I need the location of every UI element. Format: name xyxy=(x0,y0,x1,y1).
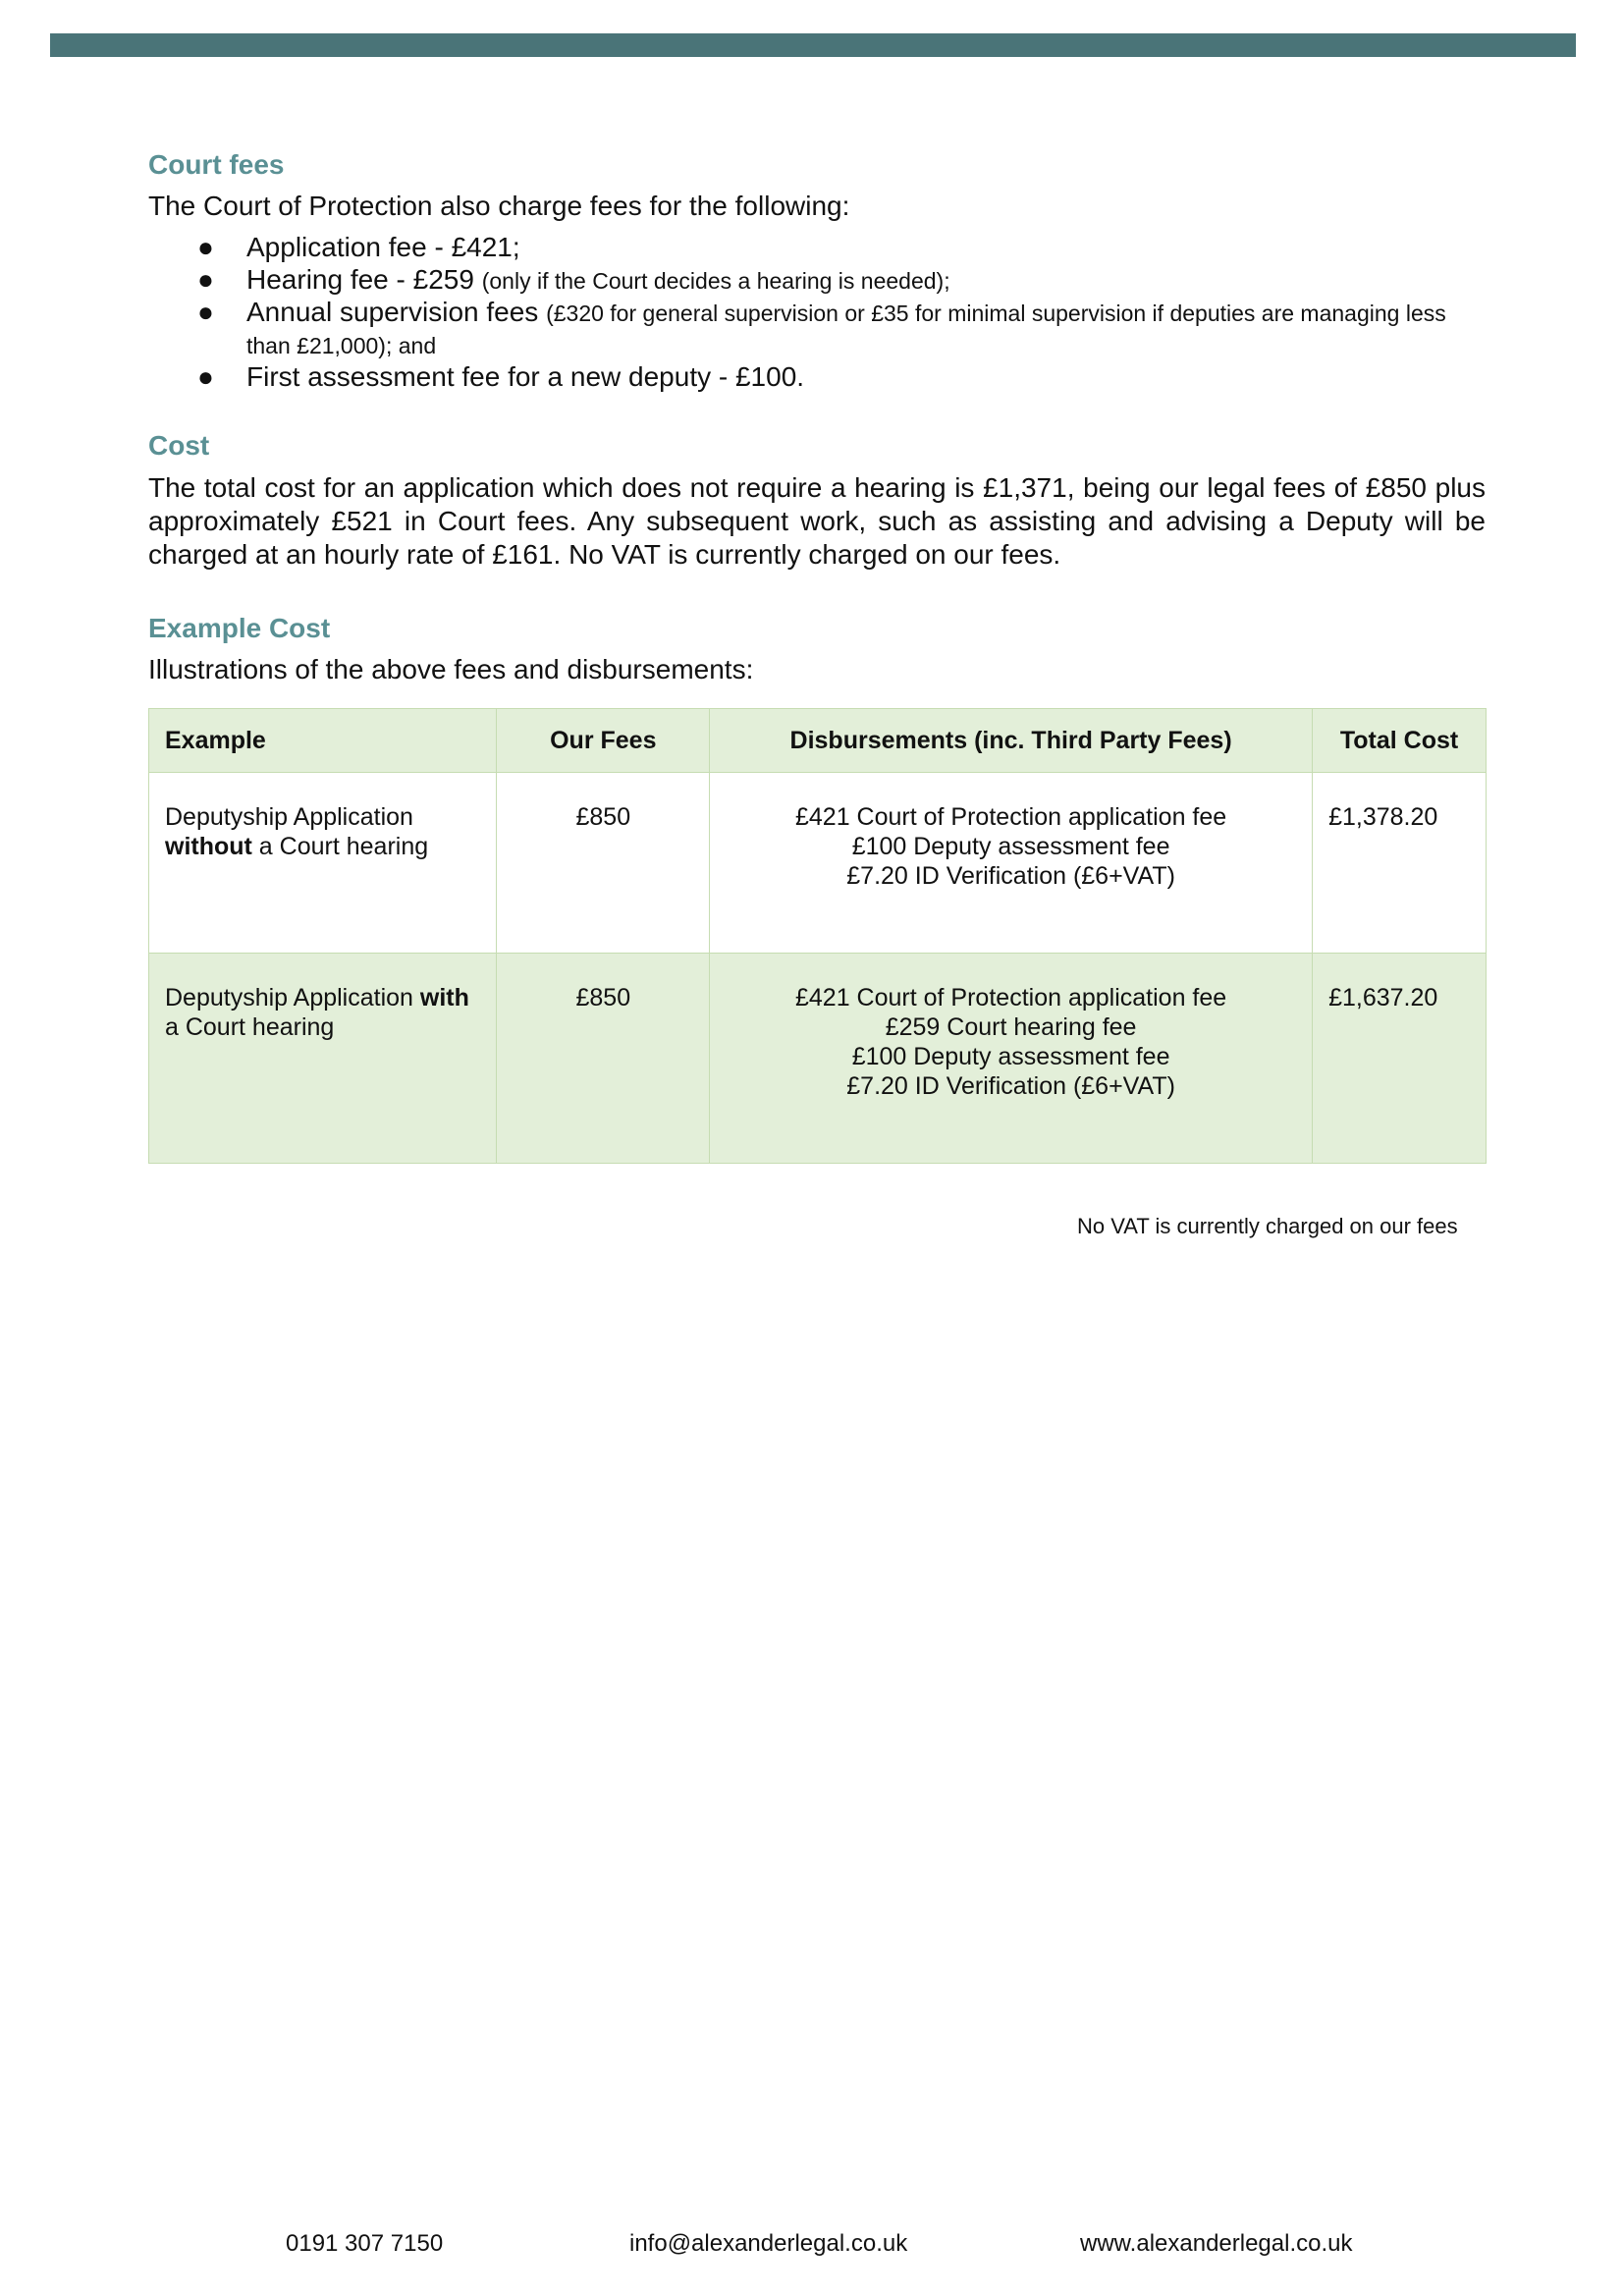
column-header-disbursements: Disbursements (inc. Third Party Fees) xyxy=(710,709,1313,773)
disbursement-line: £100 Deputy assessment fee xyxy=(851,1043,1170,1070)
fee-item-text: Application fee - £421; xyxy=(246,232,520,262)
example-cell xyxy=(149,773,497,954)
example-text: a Court hearing xyxy=(165,1013,335,1041)
footer-phone: 0191 307 7150 xyxy=(286,2230,444,2257)
cost-heading: Cost xyxy=(148,430,210,461)
document-body xyxy=(148,145,1486,1164)
fee-item-text: Annual supervision fees xyxy=(246,297,547,327)
top-banner-bar xyxy=(50,33,1576,57)
court-fees-list xyxy=(148,231,1486,393)
fee-item-text: First assessment fee for a new deputy - £100. xyxy=(246,361,805,392)
column-header-our-fees: Our Fees xyxy=(497,709,710,773)
list-item xyxy=(197,263,1486,296)
bullet-icon: ● xyxy=(197,264,214,295)
list-item xyxy=(197,296,1486,360)
example-text: a Court hearing xyxy=(251,833,429,860)
example-cost-heading: Example Cost xyxy=(148,613,331,643)
example-cell xyxy=(149,954,497,1164)
footer-email: info@alexanderlegal.co.uk xyxy=(629,2230,908,2257)
total-cost-cell: £1,637.20 xyxy=(1313,954,1487,1164)
example-emphasis: with xyxy=(419,984,469,1011)
bullet-icon: ● xyxy=(197,361,214,392)
our-fees-cell: £850 xyxy=(497,773,710,954)
list-item xyxy=(197,360,1486,393)
disbursements-cell xyxy=(710,954,1313,1164)
total-cost-cell: £1,378.20 xyxy=(1313,773,1487,954)
fee-item-note: (only if the Court decides a hearing is needed); xyxy=(481,268,950,294)
table-row xyxy=(149,954,1487,1164)
footer-website: www.alexanderlegal.co.uk xyxy=(1080,2230,1353,2257)
fee-item-note: (£320 for general supervision or £35 for minimal supervision if deputies are managing less than £21,000); and xyxy=(246,301,1446,358)
example-cost-intro: Illustrations of the above fees and disbursements: xyxy=(148,654,754,684)
column-header-total-cost: Total Cost xyxy=(1313,709,1487,773)
example-text: Deputyship Application xyxy=(165,984,420,1011)
court-fees-heading: Court fees xyxy=(148,149,285,180)
bullet-icon: ● xyxy=(197,232,214,262)
cost-paragraph: The total cost for an application which does not require a hearing is £1,371, being our legal fees of £850 plus approximately £521 in Court fees. Any subsequent work, such as assisting and advising a Deputy will be charged at an hourly rate of £161. No VAT is currently charged on our fees. xyxy=(148,472,1486,570)
disbursement-line: £421 Court of Protection application fee xyxy=(795,984,1227,1011)
disbursement-line: £259 Court hearing fee xyxy=(885,1013,1137,1041)
example-cost-table xyxy=(148,708,1487,1164)
court-fees-intro: The Court of Protection also charge fees for the following: xyxy=(148,191,850,221)
our-fees-cell: £850 xyxy=(497,954,710,1164)
example-emphasis: without xyxy=(165,833,252,860)
table-header-row xyxy=(149,709,1487,773)
disbursement-line: £421 Court of Protection application fee xyxy=(795,803,1227,831)
disbursement-line: £7.20 ID Verification (£6+VAT) xyxy=(846,862,1175,890)
disbursements-cell xyxy=(710,773,1313,954)
table-row xyxy=(149,773,1487,954)
fee-item-text: Hearing fee - £259 xyxy=(246,264,482,295)
vat-note: No VAT is currently charged on our fees xyxy=(1077,1214,1458,1238)
example-text: Deputyship Application xyxy=(165,803,413,831)
disbursement-line: £7.20 ID Verification (£6+VAT) xyxy=(846,1072,1175,1100)
list-item xyxy=(197,231,1486,263)
disbursement-line: £100 Deputy assessment fee xyxy=(851,833,1170,860)
bullet-icon: ● xyxy=(197,297,214,327)
column-header-example: Example xyxy=(149,709,497,773)
